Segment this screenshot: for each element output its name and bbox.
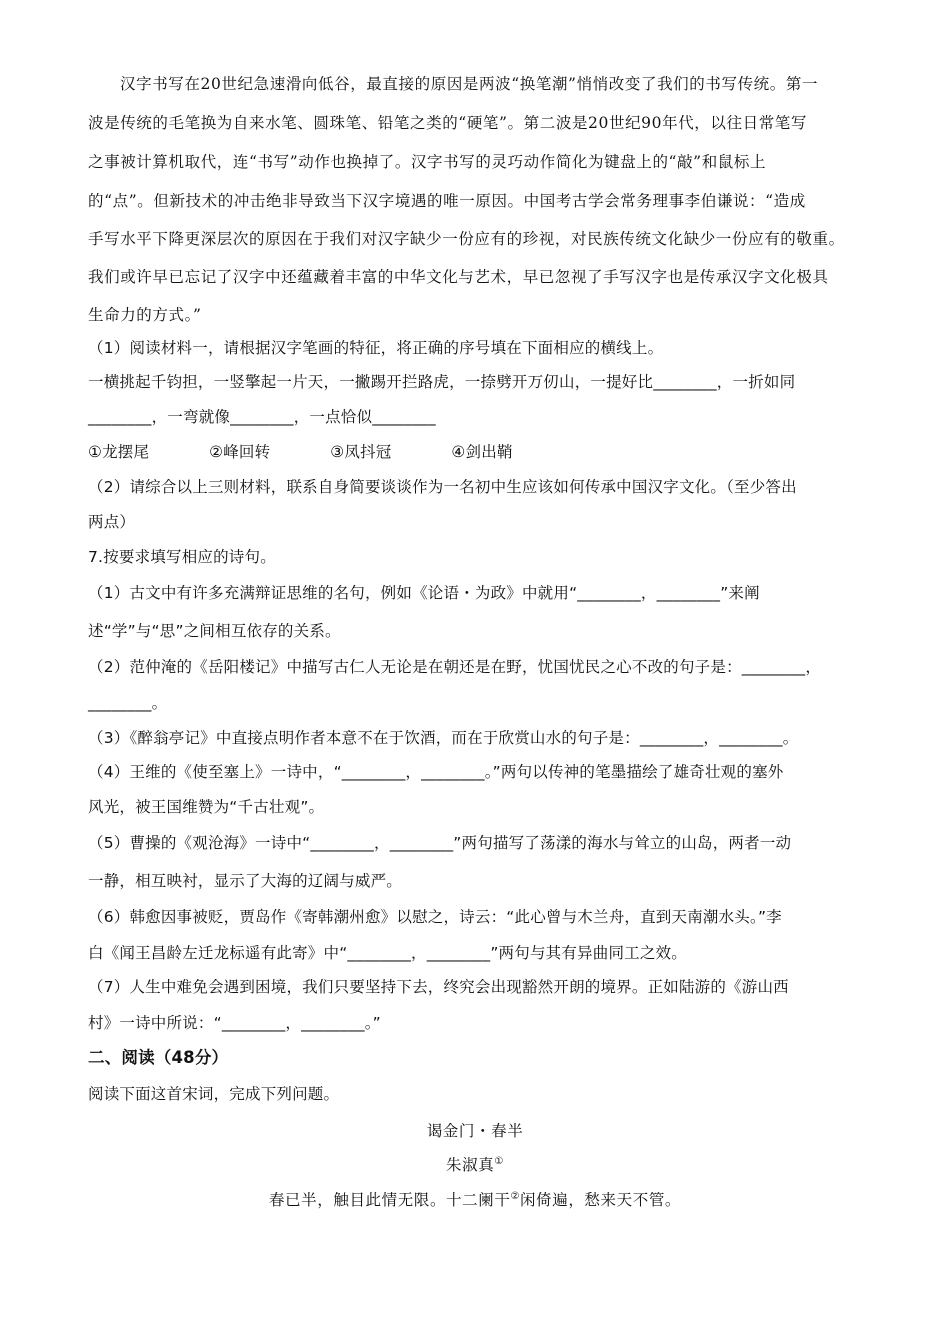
q7-line: 风光，被王国维赞为“千古壮观”。 [88, 798, 325, 816]
material-line: 汉字书写在20世纪急速滑向低谷，最直接的原因是两波“换笔潮”悄悄改变了我们的书写传统。第一 [120, 75, 819, 93]
footnote-marker: ② [510, 1191, 521, 1202]
material-line: 的“点”。但新技术的冲击绝非导致当下汉字境遇的唯一原因。中国考古学会常务理事李伯谦说：“造成 [88, 192, 806, 210]
q7-line: 一静，相互映衬，显示了大海的辽阔与威严。 [88, 872, 403, 890]
q7-line: ________。 [88, 694, 168, 712]
q7-line: 村》一诗中所说：“________，________。” [88, 1014, 381, 1032]
q6-part1-line: ________，一弯就像________，一点恰似________ [88, 408, 436, 426]
q7-line: 述“学”与“思”之间相互依存的关系。 [88, 622, 341, 640]
poem-line [0, 1190, 950, 1210]
author-name: 朱淑真 [446, 1156, 495, 1174]
q7-line: （2）范仲淹的《岳阳楼记》中描写古仁人无论是在朝还是在野，忧国忧民之心不改的句子是：________， [88, 658, 822, 676]
q6-part2-line: 两点） [88, 513, 136, 531]
option-3: ③凤抖冠 [330, 443, 392, 461]
material-line: 手写水平下降更深层次的原因在于我们对汉字缺少一份应有的珍视，对民族传统文化缺少一份应有的敬重。 [88, 230, 845, 248]
option-1: ①龙摆尾 [88, 443, 150, 461]
material-line: 我们或许早已忘记了汉字中还蕴藏着丰富的中华文化与艺术，早已忽视了手写汉字也是传承汉字文化极具 [88, 268, 829, 286]
q7-title: 7.按要求填写相应的诗句。 [88, 548, 276, 566]
poem-author [0, 1155, 950, 1175]
option-4: ④剑出鞘 [451, 443, 513, 461]
q6-part1-prompt: （1）阅读材料一，请根据汉字笔画的特征，将正确的序号填在下面相应的横线上。 [88, 339, 664, 357]
q7-line: （3）《醉翁亭记》中直接点明作者本意不在于饮酒，而在于欣赏山水的句子是：________，________。 [88, 729, 799, 747]
q6-options [88, 442, 868, 462]
poem-title: 谒金门・春半 [426, 1122, 524, 1140]
poem-line-part: 春已半，触目此情无限。十二阑干 [268, 1191, 511, 1209]
q7-line: （4）王维的《使至塞上》一诗中，“________，________。”两句以传神的笔墨描绘了雄奇壮观的塞外 [88, 763, 784, 781]
q7-line: （6）韩愈因事被贬，贾岛作《寄韩潮州愈》以慰之，诗云：“此心曾与木兰舟，直到天南潮水头。”李 [88, 908, 782, 926]
q7-line: （7）人生中难免会遇到困境，我们只要坚持下去，终究会出现豁然开朗的境界。正如陆游的《游山西 [88, 978, 789, 996]
option-2: ②峰回转 [209, 443, 271, 461]
section-intro: 阅读下面这首宋词，完成下列问题。 [88, 1085, 340, 1103]
material-line: 之事被计算机取代，连“书写”动作也换掉了。汉字书写的灵巧动作简化为键盘上的“敲”和鼠标上 [88, 153, 767, 171]
material-line: 波是传统的毛笔换为自来水笔、圆珠笔、铅笔之类的“硬笔”。第二波是20世纪90年代，以往日常笔写 [88, 114, 807, 132]
q7-line: （5）曹操的《观沧海》一诗中“________，________”两句描写了荡漾的海水与耸立的山岛，两者一动 [88, 834, 792, 852]
q7-line: （1）古文中有许多充满辩证思维的名句，例如《论语・为政》中就用“________，________”来阐 [88, 584, 760, 602]
poem-line-part: 闲倚遍，愁来天不管。 [520, 1191, 682, 1209]
q7-line: 白《闻王昌龄左迁龙标遥有此寄》中“________，________”两句与其有异曲同工之效。 [88, 944, 687, 962]
section-heading: 二、阅读（48分） [88, 1048, 229, 1067]
q6-part1-line: 一横挑起千钧担，一竖擎起一片天，一撇踢开拦路虎，一捺劈开万仞山，一提好比________，一折如同 [88, 373, 796, 391]
q6-part2-prompt: （2）请综合以上三则材料，联系自身简要谈谈作为一名初中生应该如何传承中国汉字文化。（至少答出 [88, 478, 797, 496]
material-line: 生命力的方式。” [88, 306, 202, 324]
footnote-marker: ① [494, 1156, 504, 1167]
